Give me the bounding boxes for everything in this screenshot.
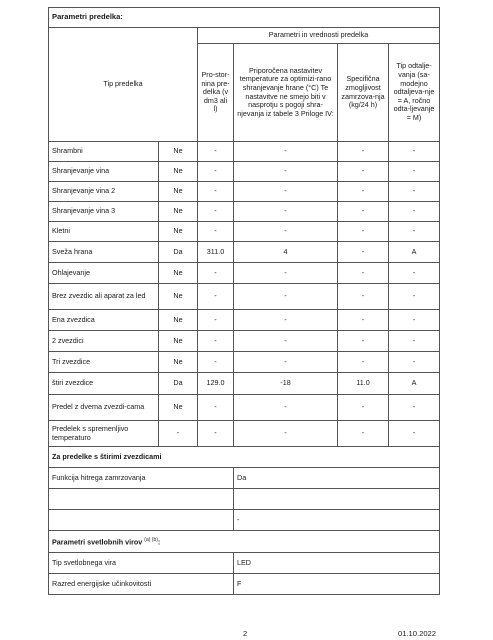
compartment-name: štiri zvezdice <box>49 373 159 395</box>
compartment-volume: - <box>198 142 234 162</box>
light-type-label: Tip svetlobnega vira <box>49 553 234 574</box>
compartment-volume: - <box>198 263 234 284</box>
compartment-freezing-capacity: - <box>338 162 389 182</box>
table-row <box>49 242 440 263</box>
compartment-volume: 311.0 <box>198 242 234 263</box>
header-compartment-type: Tip predelka <box>49 28 198 142</box>
compartment-name: 2 zvezdici <box>49 331 159 352</box>
compartment-name: Shranjevanje vina 3 <box>49 202 159 222</box>
compartment-name: Tri zvezdice <box>49 352 159 373</box>
compartment-name: Kletni <box>49 222 159 242</box>
compartment-defrost-type: - <box>389 202 440 222</box>
compartment-volume: - <box>198 182 234 202</box>
table-row <box>49 331 440 352</box>
compartment-defrost-type: - <box>389 263 440 284</box>
product-information-sheet <box>48 7 439 595</box>
compartment-name: Brez zvezdic ali aparat za led <box>49 284 159 310</box>
compartment-volume: - <box>198 202 234 222</box>
compartment-present: Ne <box>159 202 198 222</box>
compartment-defrost-type: - <box>389 352 440 373</box>
compartment-freezing-capacity: - <box>338 395 389 421</box>
compartment-freezing-capacity: 11.0 <box>338 373 389 395</box>
compartment-temperature: - <box>234 182 338 202</box>
compartment-freezing-capacity: - <box>338 202 389 222</box>
compartment-temperature: - <box>234 263 338 284</box>
page-number: 2 <box>243 629 248 638</box>
compartment-freezing-capacity: - <box>338 352 389 373</box>
table-row <box>49 310 440 331</box>
compartment-volume: - <box>198 331 234 352</box>
compartment-name: Shranjevanje vina 2 <box>49 182 159 202</box>
compartment-freezing-capacity: - <box>338 182 389 202</box>
four-star-section-title: Za predelke s štirimi zvezdicami <box>49 447 440 468</box>
compartment-defrost-type: - <box>389 421 440 447</box>
compartment-present: Ne <box>159 162 198 182</box>
compartment-temperature: -18 <box>234 373 338 395</box>
compartment-present: Ne <box>159 331 198 352</box>
compartment-name: Predel z dvema zvezdi-cama <box>49 395 159 421</box>
compartment-name: Sveža hrana <box>49 242 159 263</box>
document-date: 01.10.2022 <box>398 629 437 638</box>
table-row <box>49 352 440 373</box>
blank-value <box>234 489 440 510</box>
compartment-name: Ohlajevanje <box>49 263 159 284</box>
compartment-defrost-type: A <box>389 373 440 395</box>
light-section-title <box>49 531 440 553</box>
compartment-freezing-capacity: - <box>338 310 389 331</box>
table-title: Parametri predelka: <box>49 8 440 28</box>
compartment-present: Ne <box>159 263 198 284</box>
compartment-freezing-capacity: - <box>338 421 389 447</box>
table-row <box>49 222 440 242</box>
compartment-volume: - <box>198 421 234 447</box>
compartment-freezing-capacity: - <box>338 222 389 242</box>
blank-label <box>49 489 234 510</box>
compartment-present: Da <box>159 242 198 263</box>
compartment-temperature: 4 <box>234 242 338 263</box>
light-title-suffix: : <box>157 537 161 547</box>
compartment-present: - <box>159 421 198 447</box>
energy-class-value: F <box>234 574 440 595</box>
compartment-volume: - <box>198 310 234 331</box>
table-row <box>49 263 440 284</box>
compartment-defrost-type: - <box>389 331 440 352</box>
compartment-parameters-table <box>48 7 440 595</box>
extra-value: - <box>234 510 440 531</box>
table-row <box>49 395 440 421</box>
compartment-freezing-capacity: - <box>338 242 389 263</box>
compartment-defrost-type: A <box>389 242 440 263</box>
compartment-defrost-type: - <box>389 395 440 421</box>
compartment-temperature: - <box>234 395 338 421</box>
table-row <box>49 421 440 447</box>
compartment-freezing-capacity: - <box>338 263 389 284</box>
compartment-present: Ne <box>159 182 198 202</box>
compartment-temperature: - <box>234 162 338 182</box>
compartment-temperature: - <box>234 142 338 162</box>
fast-freeze-value: Da <box>234 468 440 489</box>
table-row <box>49 202 440 222</box>
fast-freeze-label: Funkcija hitrega zamrzovanja <box>49 468 234 489</box>
compartment-volume: - <box>198 284 234 310</box>
energy-class-label: Razred energijske učinkovitosti <box>49 574 234 595</box>
compartment-temperature: - <box>234 421 338 447</box>
compartment-name: Shranjevanje vina <box>49 162 159 182</box>
compartment-present: Ne <box>159 284 198 310</box>
compartment-defrost-type: - <box>389 222 440 242</box>
table-row <box>49 142 440 162</box>
compartment-temperature: - <box>234 284 338 310</box>
compartment-volume: - <box>198 222 234 242</box>
compartment-temperature: - <box>234 310 338 331</box>
compartment-present: Da <box>159 373 198 395</box>
compartment-freezing-capacity: - <box>338 284 389 310</box>
compartment-present: Ne <box>159 222 198 242</box>
compartment-present: Ne <box>159 352 198 373</box>
compartment-volume: - <box>198 352 234 373</box>
compartment-present: Ne <box>159 142 198 162</box>
compartment-freezing-capacity: - <box>338 331 389 352</box>
compartment-name: Ena zvezdica <box>49 310 159 331</box>
compartment-temperature: - <box>234 222 338 242</box>
table-row <box>49 284 440 310</box>
header-params-group: Parametri in vrednosti predelka <box>198 28 440 44</box>
header-temperature: Priporočena nastavitev temperature za optimizi-rano shranjevanje hrane (°C) Te nastavitve ne smejo biti v nasprotju s pogoji shra-njevanja iz tabele 3 Priloge IV: <box>234 44 338 142</box>
compartment-temperature: - <box>234 352 338 373</box>
extra-label <box>49 510 234 531</box>
compartment-defrost-type: - <box>389 162 440 182</box>
compartment-temperature: - <box>234 202 338 222</box>
compartment-defrost-type: - <box>389 284 440 310</box>
header-volume: Pro-stor-nina pre-delka (v dm3 ali l) <box>198 44 234 142</box>
compartment-defrost-type: - <box>389 182 440 202</box>
header-defrost-type: Tip odtalje-vanja (sa-modejno odtaljeva-nje = A, ročno odta-ljevanje = M) <box>389 44 440 142</box>
light-title-text: Parametri svetlobnih virov <box>52 537 143 547</box>
compartment-volume: - <box>198 395 234 421</box>
compartment-name: Predelek s spremenljivo temperaturo <box>49 421 159 447</box>
light-title-footnote: (a) (b) <box>144 537 158 543</box>
table-row <box>49 373 440 395</box>
compartment-present: Ne <box>159 395 198 421</box>
light-type-value: LED <box>234 553 440 574</box>
compartment-freezing-capacity: - <box>338 142 389 162</box>
table-row <box>49 182 440 202</box>
table-row <box>49 162 440 182</box>
header-freezing-capacity: Specifična zmogljivost zamrzova-nja (kg/24 h) <box>338 44 389 142</box>
compartment-name: Shrambni <box>49 142 159 162</box>
compartment-volume: 129.0 <box>198 373 234 395</box>
compartment-volume: - <box>198 162 234 182</box>
compartment-temperature: - <box>234 331 338 352</box>
compartment-defrost-type: - <box>389 142 440 162</box>
compartment-present: Ne <box>159 310 198 331</box>
compartment-defrost-type: - <box>389 310 440 331</box>
